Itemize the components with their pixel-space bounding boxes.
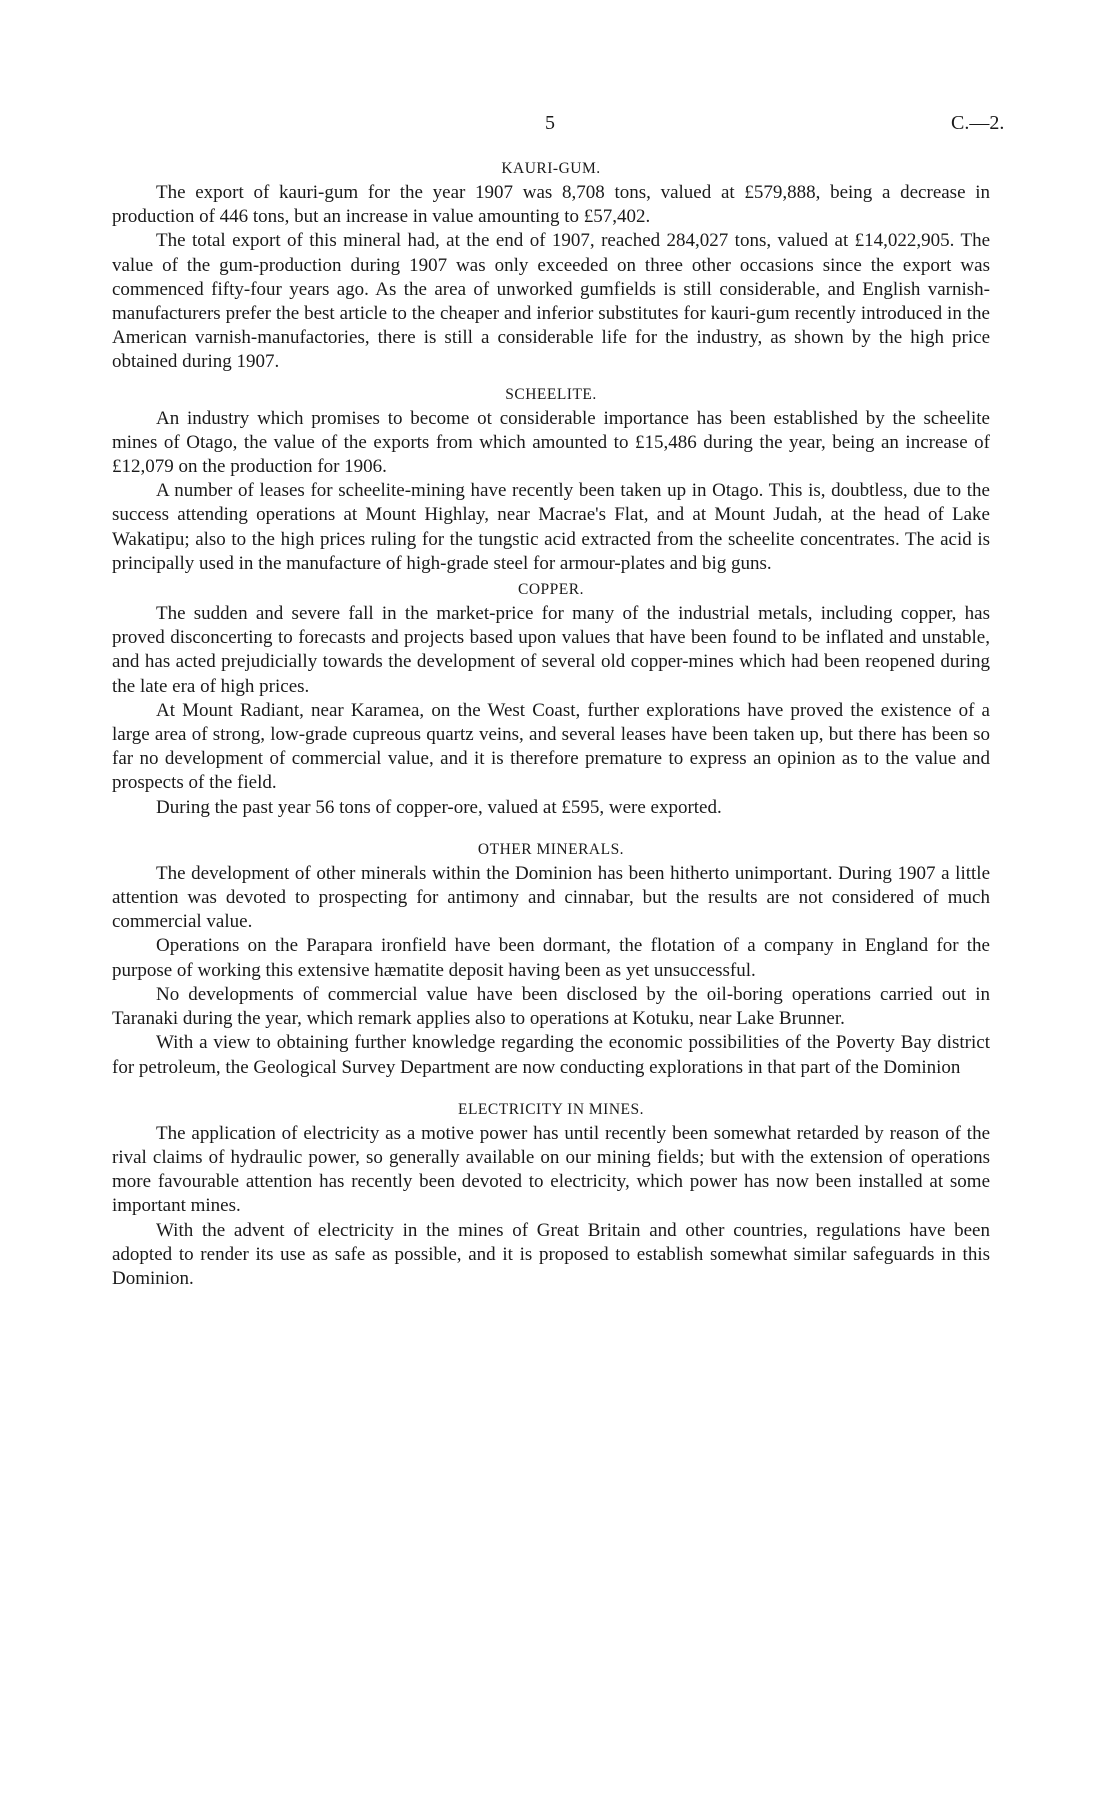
paragraph: The export of kauri-gum for the year 1907 was 8,708 tons, valued at £579,888, being a decrease in production of 446 tons, but an increase in value amounting to £57,402. <box>112 182 990 228</box>
section-heading: OTHER MINERALS. <box>477 840 625 858</box>
section-heading: COPPER. <box>518 581 584 599</box>
section-heading: KAURI-GUM. <box>501 160 601 177</box>
paragraph: No developments of commercial value have been disclosed by the oil-boring operations carried out in Taranaki during the year, which remark applies also to operations at Kotuku, near Lake Brunner. <box>112 983 990 1030</box>
page-number: 5 <box>545 112 555 134</box>
section-heading: SCHEELITE. <box>505 385 597 403</box>
paragraph: At Mount Radiant, near Karamea, on the West Coast, further explorations have proved the existence of a large area of strong, low-grade cupreous quartz veins, and several leases have been taken up, but there has been so far no development of commercial value, and it is therefore premature to express an opinion as to the value and prospects of the field. <box>112 699 990 794</box>
section-heading: ELECTRICITY IN MINES. <box>457 1100 644 1118</box>
document-reference: C.—2. <box>951 112 1005 134</box>
paragraph: With a view to obtaining further knowledge regarding the economic possibilities of the Poverty Bay district for petroleum, the Geological Survey Department are now conducting explorations in that part of the Dominion <box>112 1032 990 1078</box>
paragraph: The total export of this mineral had, at the end of 1907, reached 284,027 tons, valued at £14,022,905. The value of the gum-production during 1907 was only exceeded on three other occasions since the export was commenced fifty-four years ago. As the area of unworked gumfields is still considerable, and English varnish-manufacturers prefer the best article to the cheaper and inferior substitutes for kauri-gum recently introduced in the American varnish-manufactories, there is still a considerable life for the industry, as shown by the high price obtained during 1907. <box>112 230 990 373</box>
section-scheelite <box>112 383 990 576</box>
paragraph: During the past year 56 tons of copper-ore, valued at £595, were exported. <box>156 796 722 818</box>
paragraph: An industry which promises to become ot considerable importance has been established by the scheelite mines of Otago, the value of the exports from which amounted to £15,486 during the year, being an increase of £12,079 on the production for 1906. <box>112 407 990 478</box>
paragraph: With the advent of electricity in the mines of Great Britain and other countries, regulations have been adopted to render its use as safe as possible, and it is proposed to establish somewhat similar safeguards in this Dominion. <box>112 1219 990 1289</box>
paragraph: The application of electricity as a motive power has until recently been somewhat retarded by reason of the rival claims of hydraulic power, so generally available on our mining fields; but with the extension of operations more favourable attention has recently been devoted to electricity, which power has now been installed at some important mines. <box>112 1122 990 1217</box>
section-kauri-gum <box>112 157 990 375</box>
paragraph: Operations on the Parapara ironfield have been dormant, the flotation of a company in England for the purpose of working this extensive hæmatite deposit having been as yet unsuccessful. <box>112 935 990 981</box>
paragraph: The development of other minerals within the Dominion has been hitherto unimportant. During 1907 a little attention was devoted to prospecting for antimony and cinnabar, but the results are not considered of much commercial value. <box>112 862 990 933</box>
paragraph: The sudden and severe fall in the market-price for many of the industrial metals, including copper, has proved disconcerting to forecasts and projects based upon values that have been found to be inflated and unstable, and has acted prejudicially towards the development of several old copper-mines which had been reopened during the late era of high prices. <box>112 603 990 697</box>
paragraph: A number of leases for scheelite-mining have recently been taken up in Otago. This is, doubtless, due to the success attending operations at Mount Highlay, near Macrae's Flat, and at Mount Judah, at the head of Lake Wakatipu; also to the high prices ruling for the tungstic acid extracted from the scheelite concentrates. The acid is principally used in the manufacture of high-grade steel for armour-plates and big guns. <box>112 480 990 574</box>
section-electricity-in-mines <box>112 1098 990 1291</box>
section-other-minerals <box>112 838 990 1080</box>
section-copper <box>112 578 990 820</box>
document-body <box>112 157 990 1291</box>
